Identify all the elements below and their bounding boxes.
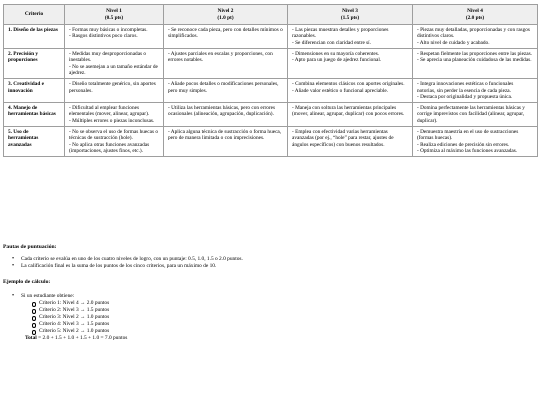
example-item: Criterio 5: Nivel 2 → 1.0 puntos: [31, 328, 532, 335]
level-points: (1.5 pts): [340, 14, 360, 21]
example-item: Criterio 3: Nivel 2 → 1.0 puntos: [31, 314, 532, 321]
cell-line: - Maneja con soltura las herramientas principales (mover, alinear, agrupar, duplicar) con pocos errores.: [292, 105, 405, 118]
cell-line: - Emplea con efectividad varias herramientas avanzadas (por ej., “hole” para restar, ajustes de ángulos específicos) con buenos resultados.: [292, 129, 394, 148]
level-2-cell: [164, 49, 288, 79]
level-name: Nivel 1: [106, 8, 122, 14]
criterion-cell: 5. Uso de herramientas avanzadas: [4, 127, 65, 157]
level-3-cell: [288, 103, 413, 127]
rubric-body: [4, 25, 538, 157]
criterion-cell: 1. Diseño de las piezas: [4, 25, 65, 49]
cell-line: - Medidas muy desproporcionadas o inestables.: [69, 51, 147, 64]
cell-line: - Integra innovaciones estéticas o funcionales notorias, sin perder la esencia de cada pieza.: [417, 81, 514, 94]
header-level-4: [413, 5, 538, 25]
header-criterion: Criterio: [4, 5, 65, 25]
scoring-item: • La calificación final es la suma de los puntos de los cinco criterios, para un máximo de 10.: [12, 263, 532, 270]
level-1-cell: [65, 127, 164, 157]
example-total: [25, 335, 532, 342]
cell-line: - Realiza ediciones de precisión sin errores.: [417, 141, 510, 148]
example-intro-item: [12, 293, 532, 342]
rubric-table: [3, 4, 538, 157]
cell-line: - Apto para un juego de ajedrez funcional.: [292, 57, 382, 64]
cell-line: - Domina perfectamente las herramientas básicas y corrige imprevistos con facilidad (alinear, agrupar, duplicar).: [417, 105, 525, 124]
cell-line: - Alto nivel de cuidado y acabado.: [417, 39, 490, 46]
rubric-row: [4, 49, 538, 79]
cell-line: - Demuestra maestría en el uso de sustracciones (formas huecas).: [417, 129, 519, 142]
cell-line: - Se reconoce cada pieza, pero con detalles mínimos o simplificados.: [168, 27, 283, 40]
level-4-cell: [413, 127, 538, 157]
level-2-cell: [164, 103, 288, 127]
cell-line: - Utiliza las herramientas básicas, pero con errores ocasionales (alineación, agrupación, duplicación).: [168, 105, 276, 118]
criterion-cell: 3. Creatividad e innovación: [4, 79, 65, 103]
cell-line: - Se diferencian con claridad entre sí.: [292, 39, 371, 46]
cell-line: - Dimensiones en su mayoría coherentes.: [292, 51, 380, 58]
rubric-row: [4, 25, 538, 49]
cell-line: - Múltiples errores o piezas inconclusas.: [69, 117, 155, 124]
total-value: = 2.0 + 1.5 + 1.0 + 1.5 + 1.0 = 7.0 puntos: [36, 335, 128, 341]
example-item: Criterio 1: Nivel 4 → 2.0 puntos: [31, 300, 532, 307]
level-4-cell: [413, 103, 538, 127]
rubric-row: [4, 127, 538, 157]
cell-line: - Rasgos distintivos poco claros.: [69, 33, 138, 40]
cell-line: - Las piezas muestran detalles y proporciones razonables.: [292, 27, 389, 40]
header-level-1: [65, 5, 164, 25]
example-sublist: [21, 300, 532, 335]
cell-line: - Combina elementos clásicos con aportes originales.: [292, 81, 405, 88]
level-3-cell: [288, 79, 413, 103]
criterion-cell: 4. Manejo de herramientas básicas: [4, 103, 65, 127]
example-item: Criterio 4: Nivel 3 → 1.5 puntos: [31, 321, 532, 328]
level-2-cell: [164, 25, 288, 49]
rubric-header-row: [4, 5, 538, 25]
cell-line: - Destaca por originalidad y propuesta única.: [417, 93, 513, 100]
total-label: Total: [25, 335, 37, 341]
cell-line: - Añade valor estético o funcional apreciable.: [292, 87, 389, 94]
level-points: (1.0 pt): [217, 14, 234, 21]
header-level-3: [288, 5, 413, 25]
scoring-title: Pautas de puntuación:: [3, 244, 57, 250]
cell-line: - Ajustes parciales en escalas y proporciones, con errores notables.: [168, 51, 273, 64]
cell-line: - Respetan fielmente las proporciones entre las piezas.: [417, 51, 533, 58]
cell-line: - No se observa el uso de formas huecas o técnicas de sustracción (hole).: [69, 129, 158, 142]
cell-line: - Aplica alguna técnica de sustracción o forma hueca, pero de manera limitada o con imprecisiones.: [168, 129, 282, 142]
example-list: [12, 293, 532, 342]
level-3-cell: [288, 127, 413, 157]
cell-line: - Optimiza al máximo las funciones avanzadas.: [417, 147, 518, 154]
level-points: (0.5 pts): [104, 14, 124, 21]
level-3-cell: [288, 49, 413, 79]
cell-line: - Dificultad al emplear funciones elementales (mover, alinear, agrupar).: [69, 105, 150, 118]
rubric-row: [4, 79, 538, 103]
example-title: Ejemplo de cálculo:: [3, 279, 51, 285]
level-4-cell: [413, 49, 538, 79]
level-name: Nivel 2: [217, 8, 234, 14]
level-2-cell: [164, 79, 288, 103]
header-level-2: [164, 5, 288, 25]
level-3-cell: [288, 25, 413, 49]
cell-line: - Añade pocos detalles o modificaciones personales, pero muy simples.: [168, 81, 279, 94]
example-item: Criterio 2: Nivel 3 → 1.5 puntos: [31, 307, 532, 314]
criterion-cell: 2. Precisión y proporciones: [4, 49, 65, 79]
scoring-list: [12, 256, 532, 270]
level-2-cell: [164, 127, 288, 157]
rubric-row: [4, 103, 538, 127]
cell-line: - Piezas muy detalladas, proporcionadas y con rasgos distintivos claros.: [417, 27, 530, 40]
cell-line: - No se asemejan a un tamaño estándar de ajedrez.: [69, 63, 158, 76]
example-intro: Si un estudiante obtiene:: [21, 293, 75, 299]
cell-line: - Se aprecia una planeación cuidadosa de las medidas.: [417, 57, 532, 64]
cell-line: - No aplica otras funciones avanzadas (importaciones, ajustes finos, etc.).: [69, 141, 150, 154]
level-1-cell: [65, 103, 164, 127]
level-1-cell: [65, 25, 164, 49]
level-points: (2.0 pts): [465, 14, 485, 21]
level-1-cell: [65, 49, 164, 79]
level-name: Nivel 3: [342, 8, 358, 14]
level-1-cell: [65, 79, 164, 103]
cell-line: - Diseño totalmente genérico, sin aportes personales.: [69, 81, 156, 94]
level-name: Nivel 4: [467, 8, 483, 14]
cell-line: - Formas muy básicas o incompletas.: [69, 27, 148, 34]
level-4-cell: [413, 79, 538, 103]
level-4-cell: [413, 25, 538, 49]
scoring-item: • Cada criterio se evalúa en uno de los cuatro niveles de logro, con un puntaje: 0.5, 1.0, 1.5 o 2.0 puntos.: [12, 256, 532, 263]
